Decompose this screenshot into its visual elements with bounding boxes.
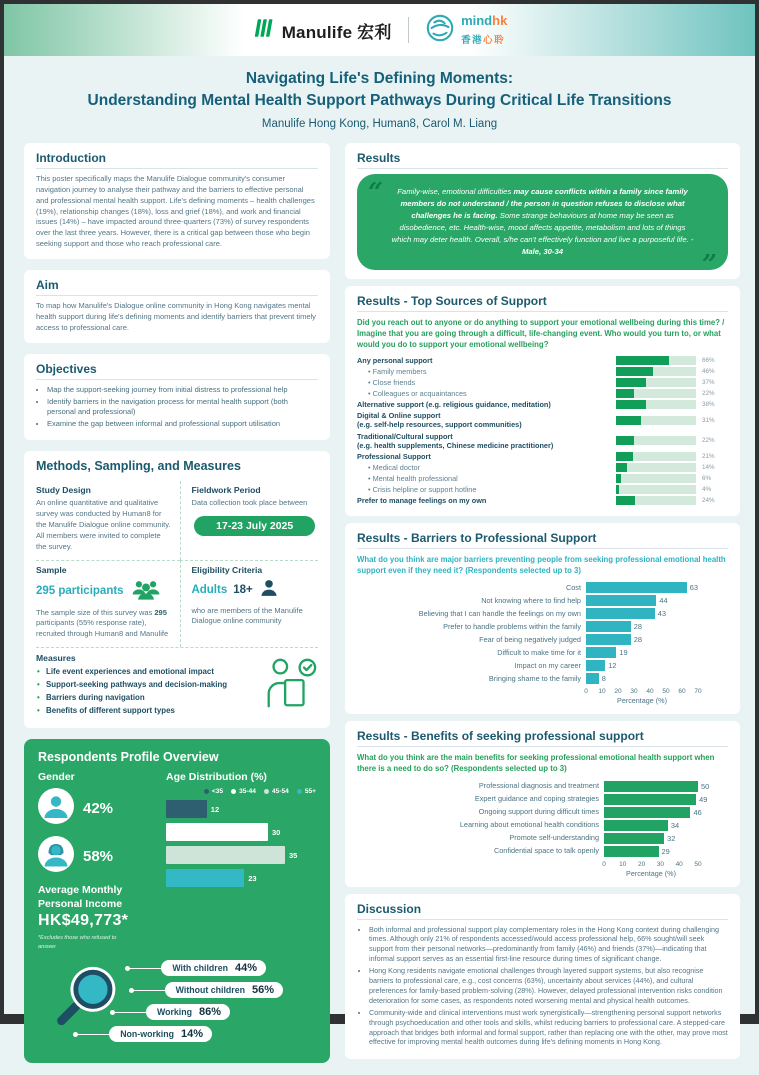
bar-fill (166, 869, 244, 887)
bar-fill (604, 781, 698, 792)
pill-value: 86% (198, 1006, 221, 1019)
bar-value-label: 19 (619, 648, 628, 658)
age-bar-row (166, 869, 316, 887)
discussion-list (369, 925, 728, 1048)
bar-value-label: 34 (670, 820, 680, 830)
fieldwork-cell (180, 481, 318, 559)
profile-pill (146, 1004, 230, 1020)
chart-bar-row (357, 608, 728, 619)
bar-fill (616, 389, 634, 398)
quote-close-icon: ” (702, 249, 717, 280)
bar-track (616, 485, 696, 494)
bar-track (616, 452, 696, 461)
main-content (4, 138, 755, 1075)
bar-track (616, 474, 696, 483)
bar-track (616, 356, 696, 365)
bar-fill (604, 820, 668, 831)
axis-spacer (698, 869, 728, 878)
legend-label: <35 (211, 788, 224, 796)
legend-item (264, 788, 289, 795)
category-label: Ongoing support during difficult times (478, 806, 599, 816)
age-bar-row (166, 800, 316, 818)
chart-bar-row (357, 846, 728, 857)
chart-bar-row (357, 634, 728, 645)
income-value: HK$49,773* (38, 912, 129, 930)
bar-value-label: 43 (657, 609, 667, 619)
measure-item: • Support-seeking pathways and decision-making (46, 680, 254, 689)
barriers-question: What do you think are major barriers preventing people from seeking professional emotional health support even if they need it? (Respondents selected up to 3) (357, 555, 726, 576)
methods-section (24, 451, 330, 728)
category-label: Promote self-understanding (509, 832, 599, 842)
legend-label: 35-44 (239, 788, 256, 796)
axis-tick: 40 (646, 688, 654, 696)
axis-row (357, 686, 728, 696)
support-source-label: Professional Support (357, 451, 431, 461)
bar-fill (616, 496, 635, 505)
measures-heading: Measures (36, 653, 76, 664)
header-band (4, 4, 755, 56)
bar-track (616, 400, 696, 409)
bar-fill (616, 474, 621, 483)
bar-track (616, 416, 696, 425)
bar-fill (586, 608, 655, 619)
benefits-heading: Results - Benefits of seeking professional support (357, 729, 728, 747)
income-footnote: *Excludes those who refused to answer (38, 935, 117, 950)
profile-heading: Respondents Profile Overview (38, 750, 219, 765)
category-label: Believing that I can handle the feelings on my own (418, 608, 581, 618)
axis-tick: 20 (614, 688, 622, 696)
category-label: Prefer to handle problems within the family (443, 621, 581, 631)
participants-icon (130, 578, 162, 605)
support-source-row (357, 485, 728, 494)
pill-value: 56% (251, 984, 274, 997)
chart-bar-row (357, 595, 728, 606)
discussion-item: • Both informal and professional support play complementary roles in the Hong Kong context during challenging times. Although only 21% of respondents accessed/would access professional help, 66% sought/will seek support from their personal networks—predominantly from family (46%) and friends (37%)—indicating that informal support serves as an essential first-line resource during times of significant change. (369, 925, 728, 964)
age-bar-row (166, 823, 316, 841)
bar-value-label: 8 (601, 674, 606, 684)
methods-grid (36, 481, 318, 647)
gender-block (38, 771, 156, 951)
age-distribution-label: Age Distribution (%) (166, 771, 267, 784)
support-source-sublabel: (e.g. self-help resources, support communities) (357, 420, 522, 430)
measure-item: • Life event experiences and emotional impact (46, 667, 254, 676)
bar-plot (586, 673, 728, 684)
mindhk-chinese-2: 心聆 (483, 35, 506, 46)
legend-item (204, 788, 223, 795)
support-source-label: Alternative support (e.g. religious guidance, meditation) (357, 400, 551, 410)
bar-value-label: 4% (702, 486, 712, 494)
bar-value-label: 46% (702, 367, 715, 375)
fieldwork-body: Data collection took place between (191, 498, 308, 508)
category-label: Bringing shame to the family (488, 673, 581, 683)
bar-value-label: 28 (633, 635, 643, 645)
male-icon (38, 788, 74, 829)
age-distribution-block (166, 771, 316, 951)
axis-tick: 50 (662, 688, 670, 696)
manulife-wordmark: Manulife 宏利 (281, 22, 392, 42)
measures-cell (36, 647, 318, 719)
bar-value-label: 44 (659, 596, 668, 606)
bar-fill (616, 367, 653, 376)
objectives-list (47, 385, 318, 431)
discussion-section (345, 894, 740, 1060)
bar-fill (604, 833, 664, 844)
male-percentage: 42% (83, 800, 114, 818)
category-label: Learning about emotional health conditions (459, 819, 599, 829)
age-bar-row (166, 846, 316, 864)
pill-label: Without children (175, 985, 245, 996)
eligibility-body: who are members of the Manulife Dialogue online community (191, 605, 303, 626)
category-label: Impact on my career (514, 660, 581, 670)
category-label: Difficult to make time for it (497, 647, 581, 657)
mindhk-wordmark (461, 12, 507, 47)
bar-value-label: 29 (661, 846, 670, 856)
introduction-body: This poster specifically maps the Manulife Dialogue community's consumer navigation journey to analyse their pathway and the barriers to effective personal and professional mental health support. Life's defining moments – health challenges (19%), relationship changes (18%), loss and grief (18%), and work and financial issues (14%) – have impacted around three-quarters (73%) of survey respondents over the last three years. However, there is a critical gap between those who begin seeking support and those who reach professional care. (36, 173, 315, 249)
income-label: Average Monthly Personal Income (38, 884, 123, 910)
gender-label: Gender (38, 771, 75, 784)
bar-fill (586, 673, 599, 684)
bar-value-label: 22% (702, 390, 715, 398)
bar-value-label: 24% (702, 497, 715, 505)
category-label: Fear of being negatively judged (479, 634, 581, 644)
bar-value-label: 12 (608, 661, 617, 671)
profile-pill (165, 982, 283, 998)
support-source-label: Digital & Online support (e.g. self-help resources, support communities) (357, 411, 616, 429)
bar-fill (616, 416, 641, 425)
axis-spacer (698, 686, 728, 696)
bar-fill (604, 846, 659, 857)
bar-value-label: 30 (272, 827, 281, 837)
mindhk-logo (425, 12, 507, 47)
chart-bar-row (357, 820, 728, 831)
bar-track (616, 436, 696, 445)
bar-value-label: 49 (699, 794, 708, 804)
study-design-cell (36, 481, 180, 559)
bar-value-label: 31% (702, 416, 715, 424)
bar-track (616, 378, 696, 387)
bar-plot (586, 595, 728, 606)
bar-value-label: 21% (702, 452, 715, 460)
support-source-label: • Mental health professional (357, 474, 616, 483)
top-sources-chart (357, 356, 728, 506)
chart-bar-row (357, 794, 728, 805)
connector-line (134, 990, 168, 992)
aim-heading: Aim (36, 278, 318, 296)
axis-ticks (584, 686, 702, 696)
chart-bar-row (357, 647, 728, 658)
quote-attribution: Male, 30-34 (521, 246, 564, 256)
aim-body: To map how Manulife's Dialogue online community in Hong Kong navigates mental health support during life's defining moments and identify barriers that prevent timely access to professional care. (36, 301, 316, 332)
bar-plot (586, 582, 728, 593)
axis-ticks (602, 859, 702, 869)
pill-value: 44% (234, 962, 257, 975)
benefits-question: What do you think are the main benefits for seeking professional emotional health support when there is a need to do so? (Respondents selected up to 3) (357, 753, 715, 774)
axis-tick: 0 (584, 688, 588, 696)
legend-item (297, 788, 316, 795)
axis-spacer (698, 859, 728, 869)
manulife-logo (252, 16, 392, 45)
bar-value-label: 6% (702, 475, 712, 482)
top-sources-question: Did you reach out to anyone or do anything to support your emotional wellbeing during this time? / Imagine that you are going through a difficult, life-changing event. Who would you turn to, or what would you do to support your emotional wellbeing? (357, 317, 725, 349)
left-column (24, 143, 330, 1063)
measures-list (36, 667, 254, 715)
axis-label-row (357, 696, 728, 705)
bar-plot (604, 846, 728, 857)
respondent-quote: “ Family-wise, emotional difficulties may cause conflicts within a family since family members do not understand / the person in question refuses to disclose what challenges he is facing. Some strange behaviours at home may be seen as disobedience, etc. Health-wise, mood affects appetite, metabolism and lots of things which may deter health. Overall, s/he can't effectively function and live a purposeful life. - Male, 30-34 ” (357, 174, 728, 270)
support-source-label: Any personal support (357, 355, 433, 365)
bar-plot (604, 820, 728, 831)
top-sources-section (345, 286, 740, 517)
bar-value-label: 14% (702, 463, 715, 471)
bar-value-label: 23 (248, 873, 257, 883)
axis-title: Percentage (%) (626, 868, 676, 878)
objective-item: • Examine the gap between informal and professional support utilisation (47, 419, 318, 430)
support-source-row (357, 400, 728, 409)
bar-plot (586, 608, 728, 619)
chart-bar-row (357, 781, 728, 792)
bar-fill (604, 794, 696, 805)
axis-label-row (357, 869, 728, 878)
mindhk-brain-icon (425, 13, 455, 48)
eligibility-cell (180, 560, 318, 648)
bar-plot (586, 647, 728, 658)
axis-tick: 40 (675, 860, 683, 868)
axis-tick: 50 (694, 860, 702, 868)
bar-track (616, 367, 696, 376)
legend-item (231, 788, 256, 795)
chart-bar-row (357, 621, 728, 632)
bar-plot (604, 807, 728, 818)
bar-plot (604, 833, 728, 844)
support-source-row (357, 389, 728, 398)
objectives-section (24, 354, 330, 441)
mindhk-text-mind: mind (461, 13, 493, 29)
support-source-row (357, 367, 728, 376)
bar-fill (166, 823, 268, 841)
support-source-row (357, 432, 728, 450)
bar-fill (604, 807, 690, 818)
measure-item: • Benefits of different support types (46, 706, 254, 715)
chart-bar-row (357, 673, 728, 684)
survey-checklist-icon (260, 655, 318, 718)
axis-tick: 30 (630, 688, 638, 696)
axis-tick: 10 (619, 860, 627, 868)
bar-value-label: 46 (693, 807, 702, 817)
pill-value: 14% (180, 1028, 203, 1041)
category-label: Not knowing where to find help (481, 595, 581, 605)
bar-fill (616, 356, 669, 365)
bar-fill (586, 647, 616, 658)
age-bars (166, 800, 316, 887)
bar-value-label: 66% (702, 356, 715, 364)
top-sources-heading: Results - Top Sources of Support (357, 294, 728, 312)
bar-fill (586, 634, 631, 645)
chart-bar-row (357, 582, 728, 593)
support-source-row (357, 474, 728, 483)
chart-bar-row (357, 807, 728, 818)
mindhk-chinese-1: 香港 (461, 35, 484, 46)
profile-bottom (38, 957, 316, 1053)
poster-title-line1: Navigating Life's Defining Moments: (245, 70, 514, 87)
bar-fill (616, 378, 646, 387)
bar-plot (604, 781, 728, 792)
category-label: Professional diagnosis and treatment (478, 780, 599, 790)
bar-track (616, 463, 696, 472)
eligibility-highlight-age: 18+ (233, 584, 253, 597)
support-source-label: Traditional/Cultural support (e.g. health supplements, Chinese medicine practitioner) (357, 432, 616, 450)
fieldwork-date-badge: 17-23 July 2025 (194, 516, 315, 536)
barriers-section (345, 523, 740, 714)
methods-heading: Methods, Sampling, and Measures (36, 459, 241, 474)
bar-fill (616, 400, 646, 409)
connector-line (130, 968, 164, 970)
legend-dot-icon (264, 789, 269, 794)
quote-open-icon: “ (368, 177, 383, 208)
fieldwork-heading: Fieldwork Period (191, 485, 261, 496)
connector-line (78, 1034, 112, 1036)
bar-plot (586, 634, 728, 645)
support-source-row (357, 411, 728, 429)
axis-row (357, 859, 728, 869)
benefits-section (345, 721, 740, 886)
pill-label: Non-working (120, 1029, 174, 1040)
benefits-chart (357, 781, 728, 878)
poster-title-line2: Understanding Mental Health Support Pathways During Critical Life Transitions (87, 92, 672, 110)
introduction-heading: Introduction (36, 151, 318, 169)
bar-value-label: 38% (702, 401, 715, 409)
support-source-label: • Crisis helpline or support hotline (357, 485, 616, 494)
objective-item: • Map the support-seeking journey from initial distress to professional help (47, 385, 318, 396)
legend-label: 45-54 (271, 788, 289, 796)
age-legend (166, 788, 316, 795)
support-source-row (357, 452, 728, 461)
sample-cell (36, 560, 180, 648)
bar-value-label: 37% (702, 379, 715, 387)
axis-tick: 20 (637, 860, 646, 868)
bar-fill (166, 800, 207, 818)
category-label: Cost (565, 582, 581, 592)
mindhk-text-hk: hk (492, 13, 508, 29)
pill-label: Working (156, 1007, 192, 1018)
bar-fill (616, 485, 619, 494)
bar-value-label: 63 (689, 583, 699, 593)
right-column (345, 143, 740, 1059)
results-quote-section (345, 143, 740, 279)
support-source-label: • Medical doctor (357, 463, 616, 472)
bar-fill (616, 436, 634, 445)
support-source-sublabel: (e.g. health supplements, Chinese medicine practitioner) (357, 440, 554, 450)
adult-person-icon (259, 578, 279, 603)
support-source-row (357, 356, 728, 365)
axis-tick: 30 (656, 860, 665, 868)
measure-item: • Barriers during navigation (46, 693, 254, 702)
study-design-body: An online quantitative and qualitative survey was conducted by Human8 for the Manulife Dialogue online community. All members were invited to complete the survey. (36, 498, 171, 551)
female-percentage: 58% (83, 848, 114, 866)
support-source-label: • Colleagues or acquaintances (357, 389, 616, 398)
eligibility-heading: Eligibility Criteria (191, 564, 263, 575)
bar-plot (604, 794, 728, 805)
bar-fill (616, 463, 627, 472)
bar-track (616, 496, 696, 505)
objectives-heading: Objectives (36, 362, 318, 380)
chart-bar-row (357, 833, 728, 844)
legend-dot-icon (297, 789, 302, 794)
support-source-label: • Family members (357, 367, 616, 376)
study-design-heading: Study Design (36, 485, 91, 496)
bar-fill (166, 846, 285, 864)
discussion-item: • Community-wide and clinical interventions must work synergistically—strengthening personal support networks through psychoeducation and other tools and skills, whilst reducing barriers to professional care. A stepped-care approach that bridges both informal and formal support, rather than replacing one with the other, may prove most effective for improving mental health outcomes during life's defining moments in Hong Kong. (369, 1008, 728, 1047)
chart-bar-row (357, 660, 728, 671)
support-source-label: Prefer to manage feelings on my own (357, 496, 487, 506)
bar-track (616, 389, 696, 398)
respondents-profile-card (24, 739, 330, 1063)
title-block (4, 56, 755, 138)
bar-fill (586, 621, 631, 632)
sample-heading: Sample (36, 564, 67, 575)
category-label: Expert guidance and coping strategies (474, 793, 599, 803)
discussion-item: • Hong Kong residents navigate emotional challenges through layered support systems, but also recognise barriers to professional care, e.g., cost concerns (63%), uncertainty about services (44%), and cultural preferences for family-based problem-solving (28%). However, delayed professional intervention risks condition deterioration for some cases, as respondents noted worsening mental and physical health outcomes. (369, 966, 728, 1005)
barriers-chart (357, 582, 728, 705)
female-icon (38, 836, 74, 877)
profile-pill (161, 960, 266, 976)
authors: Manulife Hong Kong, Human8, Carol M. Liang (261, 117, 498, 130)
barriers-heading: Results - Barriers to Professional Support (357, 531, 728, 549)
bar-fill (586, 582, 687, 593)
legend-dot-icon (231, 789, 236, 794)
support-source-row (357, 378, 728, 387)
bar-value-label: 28 (633, 622, 643, 632)
bar-value-label: 35 (289, 850, 298, 860)
bar-fill (586, 595, 656, 606)
bar-value-label: 32 (667, 833, 676, 843)
sample-highlight: 295 participants (36, 585, 124, 598)
manulife-logo-icon (252, 16, 276, 45)
category-label: Confidential space to talk openly (493, 845, 599, 855)
eligibility-highlight-adults: Adults (191, 584, 228, 597)
axis-tick: 70 (694, 688, 702, 696)
axis-tick: 10 (598, 688, 606, 696)
bar-value-label: 12 (210, 804, 220, 814)
logo-divider (408, 17, 410, 43)
objective-item: • Identify barriers in the navigation process for mental health support (both personal and professional) (47, 397, 318, 419)
bar-plot (586, 660, 728, 671)
connector-line (115, 1012, 149, 1014)
support-source-label: • Close friends (357, 378, 616, 387)
bar-fill (616, 452, 633, 461)
pill-label: With children (172, 963, 228, 974)
sample-body: The sample size of this survey was 295 participants (55% response rate), recruited through Human8 and Manulife (36, 607, 169, 639)
axis-tick: 60 (678, 688, 686, 696)
legend-label: 55+ (304, 788, 316, 796)
magnifier-icon (48, 960, 130, 1051)
discussion-heading: Discussion (357, 902, 728, 920)
axis-spacer (698, 696, 728, 705)
introduction-section (24, 143, 330, 259)
bar-value-label: 22% (702, 437, 715, 445)
bar-plot (586, 621, 728, 632)
bar-fill (586, 660, 605, 671)
support-source-row (357, 463, 728, 472)
axis-title: Percentage (%) (617, 696, 667, 706)
axis-tick: 0 (602, 860, 606, 868)
legend-dot-icon (204, 789, 209, 794)
results-heading: Results (357, 151, 728, 169)
aim-section (24, 270, 330, 343)
support-source-row (357, 496, 728, 505)
bar-value-label: 50 (701, 781, 710, 791)
